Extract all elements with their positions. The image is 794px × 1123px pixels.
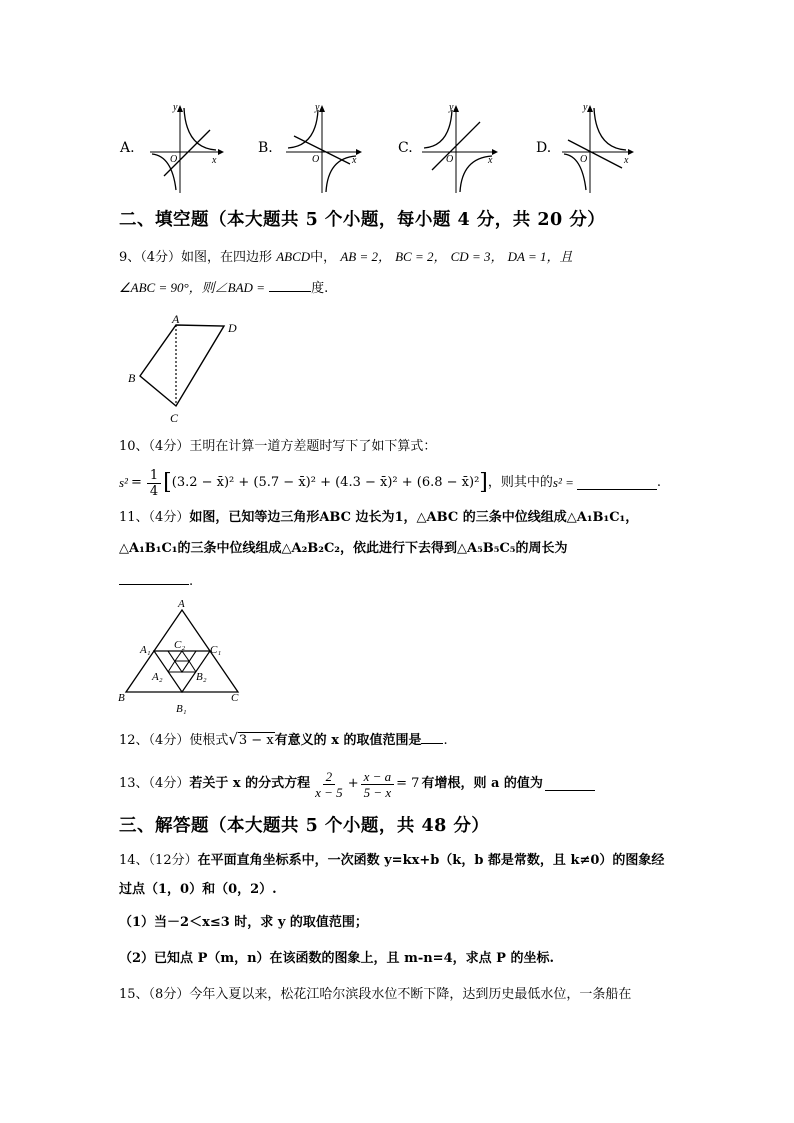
option-c-graph xyxy=(420,100,500,195)
option-a-label: A. xyxy=(120,140,135,156)
option-a-graph xyxy=(148,100,224,195)
question-12 xyxy=(119,729,448,751)
y-axis-label: y xyxy=(583,102,588,113)
x-axis-label: x xyxy=(624,155,629,166)
q12-text-a: 使根式 xyxy=(189,733,229,748)
q11-answer-blank[interactable] xyxy=(119,572,189,585)
q12-number: 12、（4分） xyxy=(119,733,190,748)
q10-expression: (3.2 − x̄)² + (5.7 − x̄)² + (4.3 − x̄)² + (6.8 − x̄)² xyxy=(171,475,480,490)
origin-label: O xyxy=(580,154,588,165)
option-d-graph xyxy=(560,100,636,195)
q13-answer-blank[interactable] xyxy=(545,778,595,791)
vertex-d-label: D xyxy=(228,321,237,335)
q10-frac-num: 1 xyxy=(147,468,161,484)
vertex-b1-label: B₁ xyxy=(176,703,187,715)
section-2-title: 二、填空题（本大题共 5 个小题，每小题 4 分，共 20 分） xyxy=(119,210,606,230)
question-14-line-1 xyxy=(119,851,664,871)
option-b-graph xyxy=(284,100,364,195)
q9-shape: ABCD xyxy=(276,249,311,264)
y-axis-label: y xyxy=(449,102,454,113)
vertex-c2-label: C₂ xyxy=(174,639,186,651)
q10-tail: ，则其中的 xyxy=(487,475,553,490)
q13-eq: = 7 xyxy=(396,776,420,791)
q13-number: 13、（4分） xyxy=(119,776,190,791)
question-11-line-2: △A₁B₁C₁的三条中位线组成△A₂B₂C₂，依此进行下去得到△A₅B₅C₅的周长为 xyxy=(119,541,568,556)
vertex-b2-label: B₂ xyxy=(196,671,207,683)
q10-frac-den: 4 xyxy=(149,483,159,499)
question-9-line-2 xyxy=(119,278,328,299)
question-9-line-1 xyxy=(119,247,573,268)
vertex-b-label: B xyxy=(128,371,136,385)
q10-s2b: s² = xyxy=(552,475,574,490)
y-axis-label: y xyxy=(173,102,178,113)
q9-quadrilateral-figure xyxy=(124,312,244,427)
section-3-title: 三、解答题（本大题共 5 个小题，共 48 分） xyxy=(119,816,490,836)
q10-answer-blank[interactable] xyxy=(577,477,657,490)
vertex-c1-label: C₁ xyxy=(210,644,222,656)
q13-f2-num: x − a xyxy=(361,769,395,785)
q12-radicand: 3 − x xyxy=(238,733,274,748)
q11-end: . xyxy=(189,574,194,589)
x-axis-label: x xyxy=(352,155,357,166)
question-13 xyxy=(119,763,595,805)
sqrt-icon: √ xyxy=(228,730,238,748)
x-axis-label: x xyxy=(212,155,217,166)
question-10-formula xyxy=(119,463,661,503)
q9-line2-b: 度. xyxy=(311,281,329,296)
q9-m1: AB = 2， xyxy=(340,249,391,264)
q13-f1-num: 2 xyxy=(323,769,336,785)
question-11-line-3 xyxy=(119,572,193,592)
q13-text-b: 有增根，则 a 的值为 xyxy=(421,776,543,791)
q11-number: 11、（4分） xyxy=(119,510,190,525)
q9-number: 9、（4分） xyxy=(119,250,182,265)
q9-text-b: 中， xyxy=(310,250,337,265)
q15-line1: 今年入夏以来，松花江哈尔滨段水位不断下降，达到历史最低水位，一条船在 xyxy=(189,987,632,1002)
q13-plus: + xyxy=(347,776,359,791)
option-c-label: C. xyxy=(398,140,413,156)
origin-label: O xyxy=(170,154,178,165)
q10-number: 10、（4分） xyxy=(119,439,190,454)
question-15-line-1 xyxy=(119,985,631,1005)
question-11-line-1 xyxy=(119,508,638,528)
q9-line2-a: ∠ABC = 90°，则∠BAD = xyxy=(119,280,265,295)
vertex-c-label: C xyxy=(170,411,179,425)
q12-end: . xyxy=(443,733,448,748)
q10-right-bracket: ] xyxy=(479,470,488,495)
q12-answer-blank[interactable] xyxy=(421,731,443,744)
q13-f2-den: 5 − x xyxy=(363,784,392,800)
q14-number: 14、（12分） xyxy=(119,853,198,868)
q9-text-a: 如图，在四边形 xyxy=(181,250,273,265)
vertex-a-label: A xyxy=(172,312,180,326)
vertex-b-label: B xyxy=(118,692,125,704)
q15-number: 15、（8分） xyxy=(119,987,190,1002)
origin-label: O xyxy=(446,154,454,165)
q13-text-a: 若关于 x 的分式方程 xyxy=(189,776,311,791)
vertex-c-label: C xyxy=(231,692,239,704)
q10-end: . xyxy=(656,475,662,490)
q13-f1-den: x − 5 xyxy=(315,784,343,800)
q9-m3: CD = 3， xyxy=(450,249,504,264)
vertex-a1-label: A₁ xyxy=(140,644,151,656)
q10-text: 王明在计算一道方差题时写下了如下算式： xyxy=(189,439,437,454)
q9-answer-blank[interactable] xyxy=(269,279,311,292)
option-b-label: B. xyxy=(258,140,273,156)
q14-line1: 在平面直角坐标系中，一次函数 y=kx+b（k，b 都是常数，且 k≠0）的图象经 xyxy=(197,853,665,868)
question-14-part-2: （2）已知点 P（m，n）在该函数的图象上，且 m-n=4，求点 P 的坐标. xyxy=(119,951,554,966)
origin-label: O xyxy=(312,154,320,165)
question-10-line-1 xyxy=(119,437,436,457)
x-axis-label: x xyxy=(488,155,493,166)
question-14-line-2: 过点（1，0）和（0，2）. xyxy=(119,882,277,897)
q11-triangle-figure xyxy=(114,594,246,720)
q10-eq: = xyxy=(130,475,142,490)
question-14-part-1: （1）当－2＜x≤3 时，求 y 的取值范围； xyxy=(119,915,368,930)
y-axis-label: y xyxy=(315,102,320,113)
q10-fraction xyxy=(147,468,161,499)
q9-m4: DA = 1，且 xyxy=(507,249,573,264)
q13-fraction-1 xyxy=(312,769,346,800)
q10-left-bracket: [ xyxy=(163,470,172,495)
q13-fraction-2 xyxy=(361,769,395,800)
q9-m2: BC = 2， xyxy=(395,249,447,264)
vertex-a2-label: A₂ xyxy=(152,671,163,683)
vertex-a-label: A xyxy=(178,598,185,610)
q10-s2: s² xyxy=(119,475,128,490)
option-d-label: D. xyxy=(536,140,552,156)
q11-line1: 如图，已知等边三角形ABC 边长为1，△ABC 的三条中位线组成△A₁B₁C₁， xyxy=(189,510,639,525)
q12-text-b: 有意义的 x 的取值范围是 xyxy=(274,733,422,748)
